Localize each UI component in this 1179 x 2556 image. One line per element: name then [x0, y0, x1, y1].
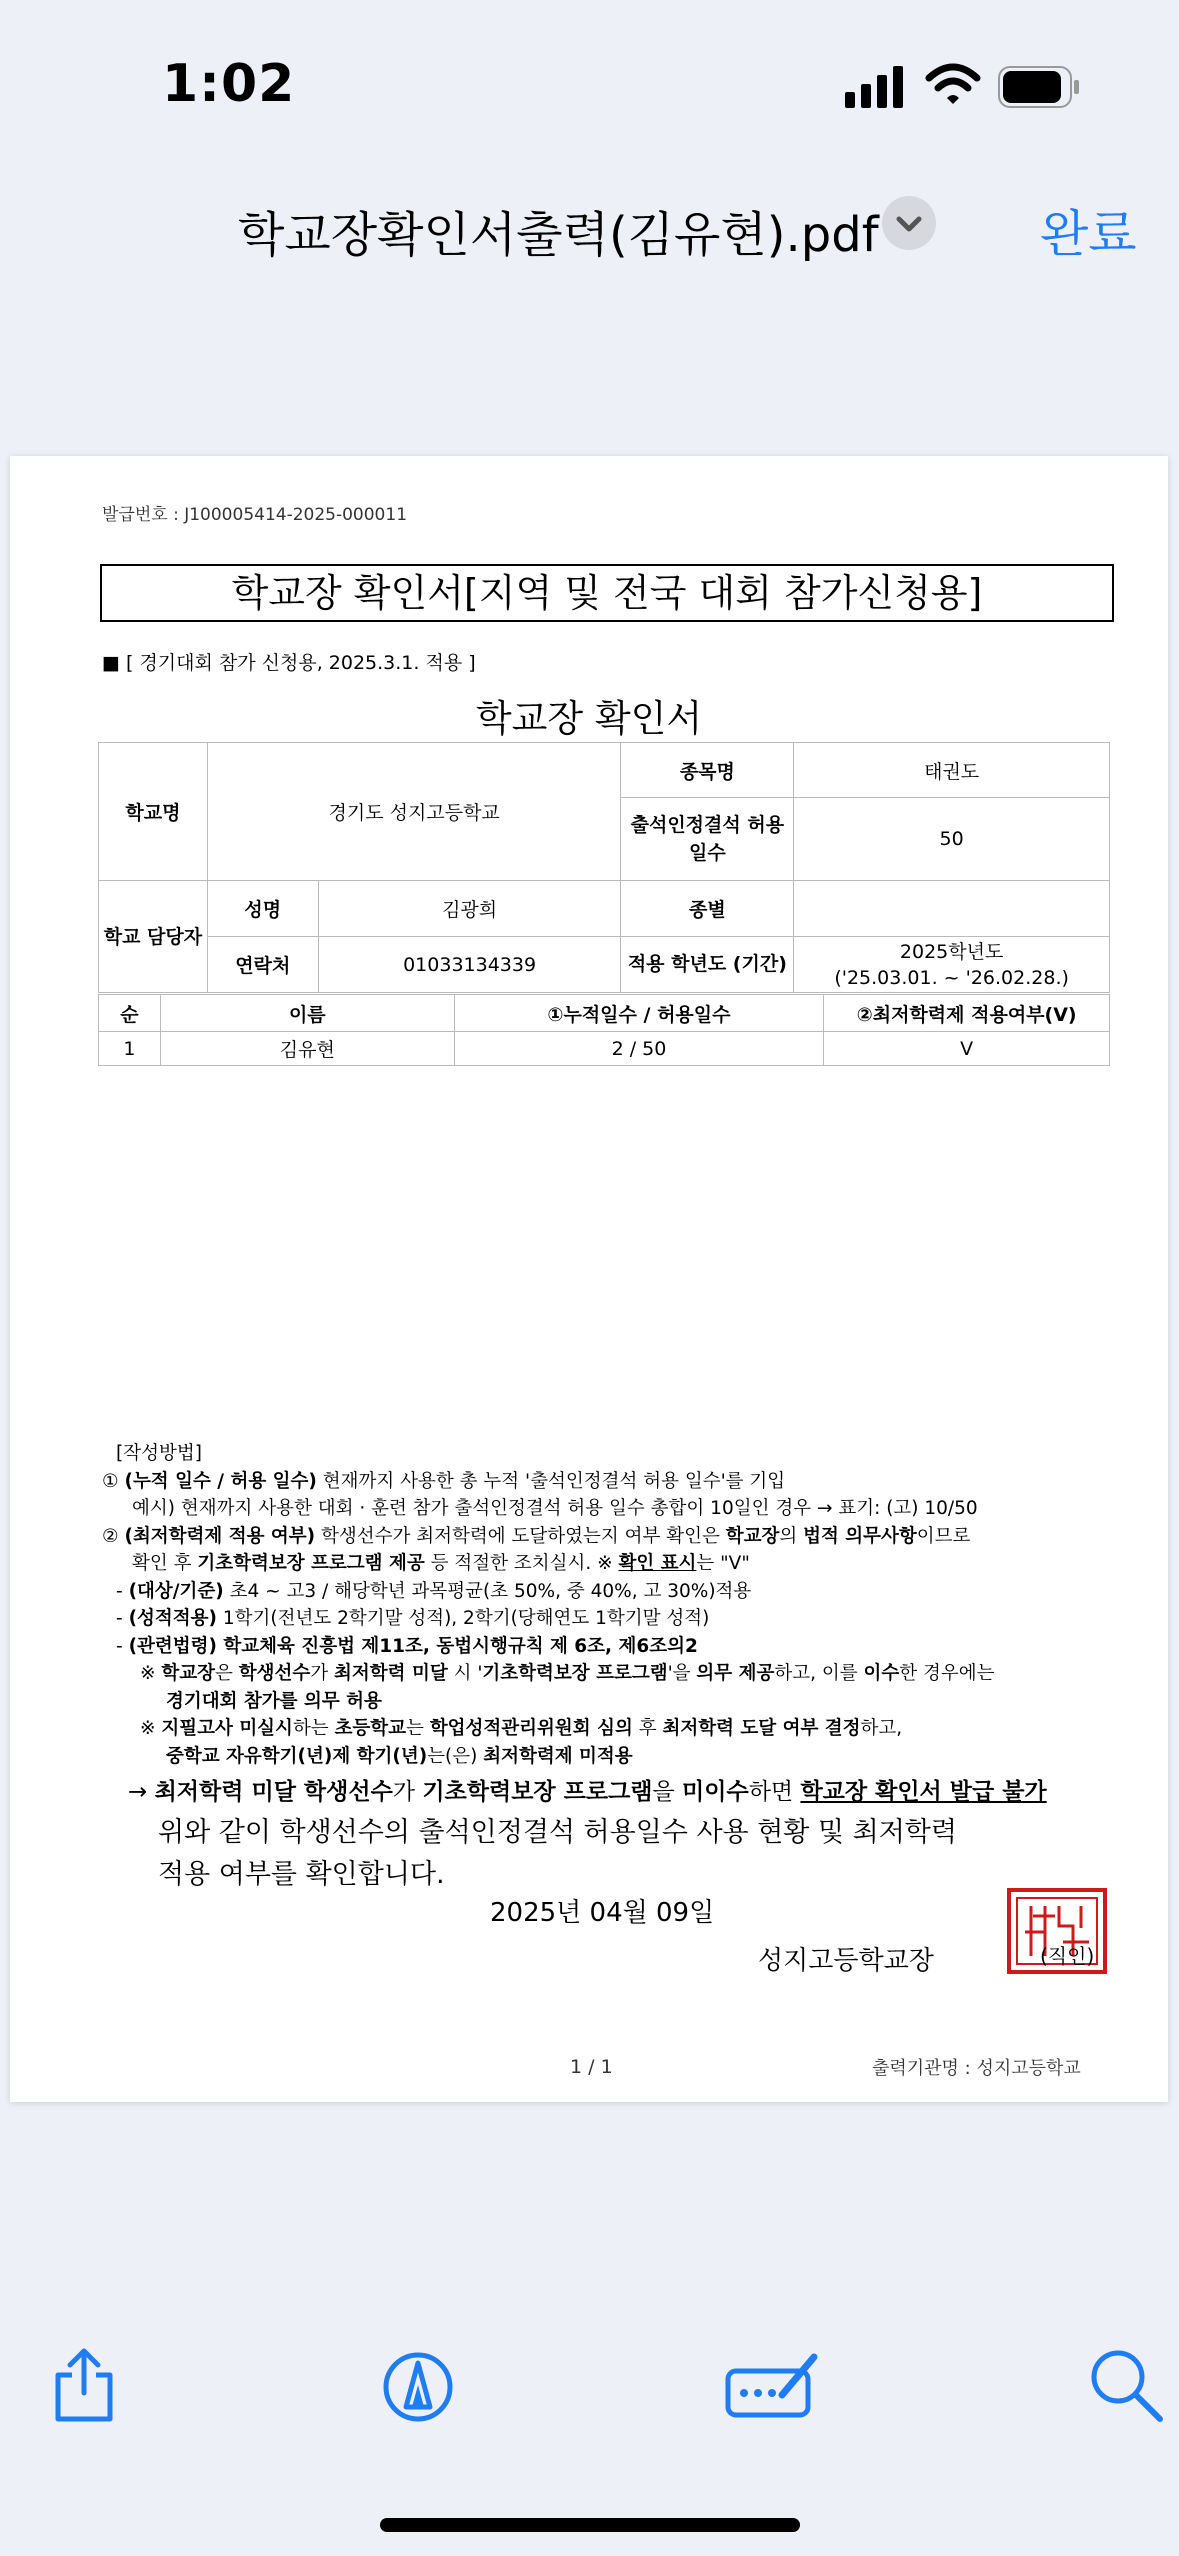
- method-line: ※ 지필고사 미실시하는 초등학교는 학업성적관리위원회 심의 후 최저학력 도달 여부 결정하고,: [140, 1718, 903, 1739]
- confirmation-line: 위와 같이 학생선수의 출석인정결석 허용일수 사용 현황 및 최저학력: [158, 1817, 957, 1848]
- wifi-icon: [925, 62, 981, 108]
- method-line: 확인 후 기초학력보장 프로그램 제공 등 적절한 조치실시. ※ 확인 표시는 "V": [132, 1553, 750, 1574]
- page-indicator: 1 / 1: [570, 2056, 613, 2078]
- year-value-line-1: 2025학년도: [899, 940, 1004, 963]
- method-line: - (성적적용) 1학기(전년도 2학기말 성적), 2학기(당해연도 1학기말 성적): [116, 1608, 710, 1629]
- markup-icon[interactable]: [378, 2345, 458, 2425]
- method-line: - (대상/기준) 초4 ~ 고3 / 해당학년 과목평균(초 50%, 중 40%, 고 30%)적용: [116, 1580, 752, 1602]
- column-header: ②최저학력제 적용여부(V): [824, 995, 1110, 1032]
- confirmation-text: [158, 1812, 957, 1896]
- kind-label: 종별: [621, 881, 794, 937]
- status-time: 1:02: [162, 54, 296, 114]
- cellular-signal-icon: [845, 66, 905, 108]
- principal-name: 성지고등학교장: [758, 1946, 934, 1976]
- issue-number: 발급번호 : J100005414-2025-000011: [102, 505, 408, 525]
- home-indicator[interactable]: [380, 2518, 800, 2532]
- issue-date: 2025년 04월 09일: [490, 1898, 715, 1928]
- school-info-table: [98, 742, 1110, 993]
- column-header: 이름: [160, 995, 454, 1032]
- application-note: ■ [ 경기대회 참가 신청용, 2025.3.1. 적용 ]: [102, 652, 476, 674]
- method-line: 중학교 자유학기(년)제 학기(년)는(은) 최저학력제 미적용: [166, 1745, 633, 1767]
- method-line: ※ 학교장은 학생선수가 최저학력 미달 시 '기초학력보장 프로그램'을 의무 제공하고, 이를 이수한 경우에는: [140, 1663, 995, 1684]
- search-icon[interactable]: [1086, 2345, 1166, 2425]
- title-menu-button[interactable]: [882, 196, 936, 250]
- writing-method-section: [102, 1440, 1132, 1810]
- event-value: 태권도: [794, 743, 1110, 798]
- share-icon[interactable]: [44, 2345, 124, 2425]
- school-value: 경기도 성지고등학교: [207, 743, 621, 881]
- method-line: ② (최저학력제 적용 여부) 학생선수가 최저학력에 도달하였는지 여부 확인은 학교장의 법적 의무사항이므로: [102, 1525, 971, 1547]
- method-line: 경기대회 참가를 의무 허용: [166, 1690, 382, 1712]
- certificate-title: 학교장 확인서: [475, 697, 703, 740]
- student-table: [98, 994, 1110, 1066]
- table-cell: 2 / 50: [454, 1032, 824, 1066]
- method-line: ① (누적 일수 / 허용 일수) 현재까지 사용한 총 누적 '출석인정결석 허용 일수'를 기입: [102, 1470, 786, 1492]
- column-header: 순: [99, 995, 161, 1032]
- name-label: 성명: [207, 881, 318, 937]
- status-bar: [0, 0, 1179, 170]
- chevron-down-icon: [882, 196, 936, 250]
- confirmation-line: 적용 여부를 확인합니다.: [158, 1859, 445, 1890]
- warning-line: → 최저학력 미달 학생선수가 기초학력보장 프로그램을 미이수하면 학교장 확인서 발급 불가: [128, 1779, 1047, 1805]
- allowed-days-label: 출석인정결석 허용일수: [621, 798, 794, 881]
- pdf-page[interactable]: [10, 456, 1168, 2102]
- name-value: 김광희: [318, 881, 621, 937]
- method-line: 예시) 현재까지 사용한 대회 · 훈련 참가 출석인정결석 허용 일수 총합이 10일인 경우 → 표기: (고) 10/50: [132, 1498, 978, 1519]
- table-row: [99, 1032, 1110, 1066]
- done-button[interactable]: 완료: [1040, 205, 1137, 263]
- table-cell: 김유현: [160, 1032, 454, 1066]
- battery-icon: [998, 66, 1080, 108]
- document-title[interactable]: 학교장확인서출력(김유현).pdf: [238, 207, 879, 263]
- year-value: [794, 937, 1110, 993]
- table-cell: V: [824, 1032, 1110, 1066]
- document-heading: 학교장 확인서[지역 및 전국 대회 참가신청용]: [100, 564, 1114, 622]
- contact-label: 연락처: [207, 937, 318, 993]
- table-cell: 1: [99, 1032, 161, 1066]
- seal-label: (직인): [1040, 1944, 1095, 1968]
- kind-value: [794, 881, 1110, 937]
- event-label: 종목명: [621, 743, 794, 798]
- year-label: 적용 학년도 (기간): [621, 937, 794, 993]
- signature-icon[interactable]: [722, 2345, 822, 2425]
- method-title: [작성방법]: [116, 1443, 202, 1464]
- allowed-days-value: 50: [794, 798, 1110, 881]
- contact-value: 01033134339: [318, 937, 621, 993]
- school-label: 학교명: [99, 743, 208, 881]
- year-value-line-2: ('25.03.01. ~ '26.02.28.): [834, 966, 1069, 989]
- issuing-agency: 출력기관명 : 성지고등학교: [872, 2058, 1081, 2079]
- manager-label: 학교 담당자: [99, 881, 208, 993]
- method-line: - (관련법령) 학교체육 진흥법 제11조, 동법시행규칙 제 6조, 제6조의2: [116, 1635, 698, 1657]
- column-header: ①누적일수 / 허용일수: [454, 995, 824, 1032]
